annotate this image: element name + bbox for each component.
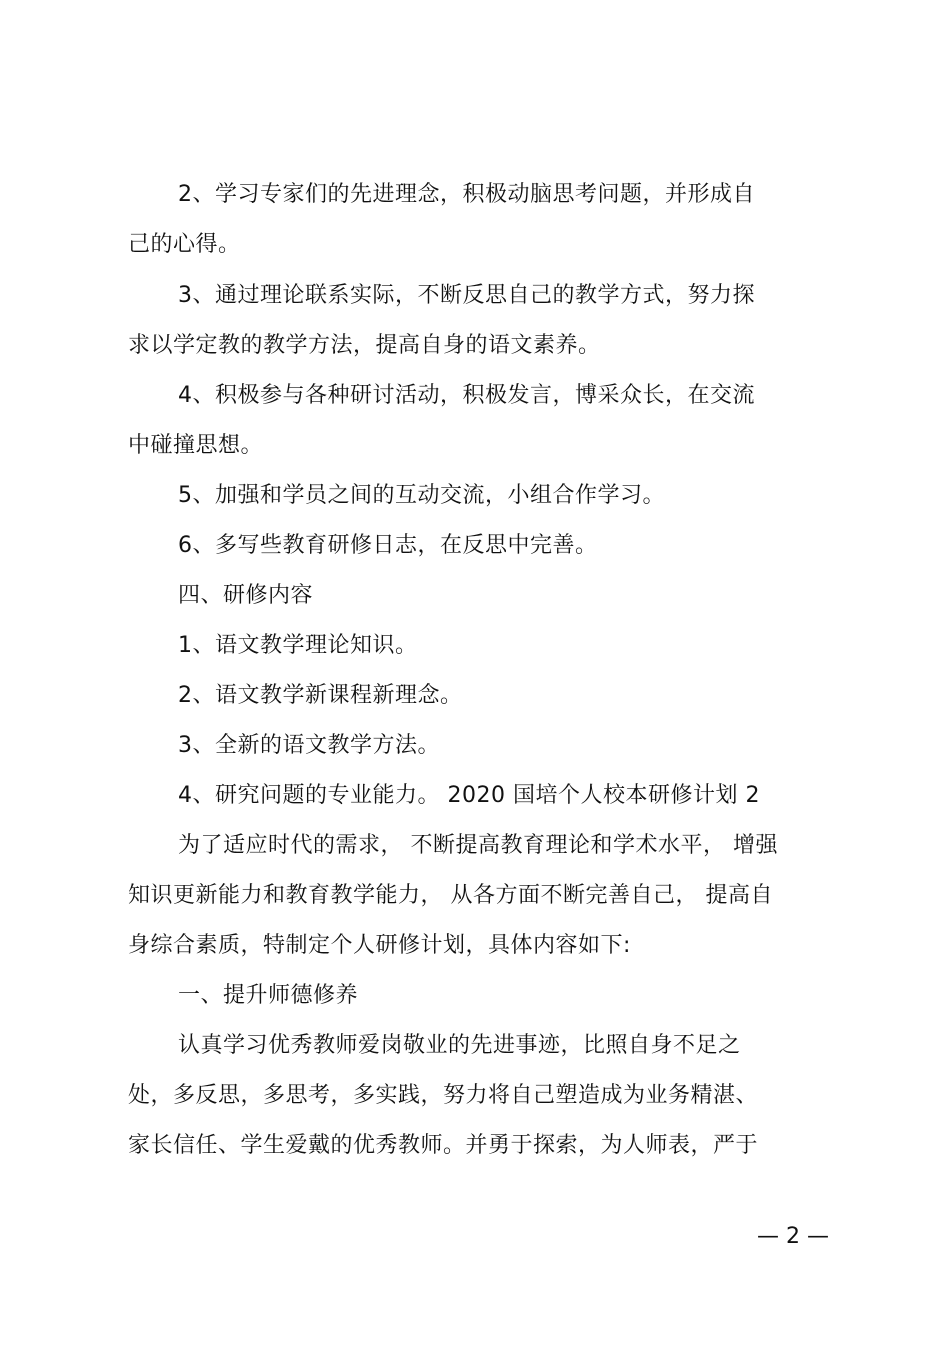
paragraph-line: 5、加强和学员之间的互动交流，小组合作学习。 (178, 483, 665, 508)
paragraph-line: 己的心得。 (128, 232, 241, 257)
list-item: 3、全新的语文教学方法。 (178, 733, 440, 758)
section-heading: 一、提升师德修养 (178, 983, 359, 1008)
paragraph-line: 身综合素质，特制定个人研修计划，具体内容如下: (128, 933, 631, 958)
paragraph-line: 求以学定教的教学方法，提高自身的语文素养。 (128, 333, 601, 358)
paragraph-line: 认真学习优秀教师爱岗敬业的先进事迹，比照自身不足之 (178, 1033, 741, 1058)
paragraph-line: 4、积极参与各种研讨活动，积极发言，博采众长，在交流 (178, 383, 755, 408)
paragraph-line: 处，多反思，多思考，多实践，努力将自己塑造成为业务精湛、 (128, 1083, 759, 1108)
list-item: 2、语文教学新课程新理念。 (178, 683, 463, 708)
paragraph-line: 知识更新能力和教育教学能力， 从各方面不断完善自己， 提高自 (128, 883, 773, 908)
paragraph-line: 6、多写些教育研修日志，在反思中完善。 (178, 533, 598, 558)
paragraph-line: 3、通过理论联系实际，不断反思自己的教学方式，努力探 (178, 283, 755, 308)
paragraph-line: 为了适应时代的需求， 不断提高教育理论和学术水平， 增强 (178, 833, 778, 858)
page-number: — 2 — (757, 1224, 829, 1249)
list-item: 1、语文教学理论知识。 (178, 633, 418, 658)
paragraph-line: 家长信任、学生爱戴的优秀教师。并勇于探索，为人师表，严于 (128, 1133, 759, 1158)
section-heading: 四、研修内容 (178, 583, 314, 608)
paragraph-line: 2、学习专家们的先进理念，积极动脑思考问题，并形成自 (178, 182, 755, 207)
paragraph-line: 中碰撞思想。 (128, 433, 264, 458)
list-item: 4、研究问题的专业能力。 2020 国培个人校本研修计划 2 (178, 783, 760, 808)
